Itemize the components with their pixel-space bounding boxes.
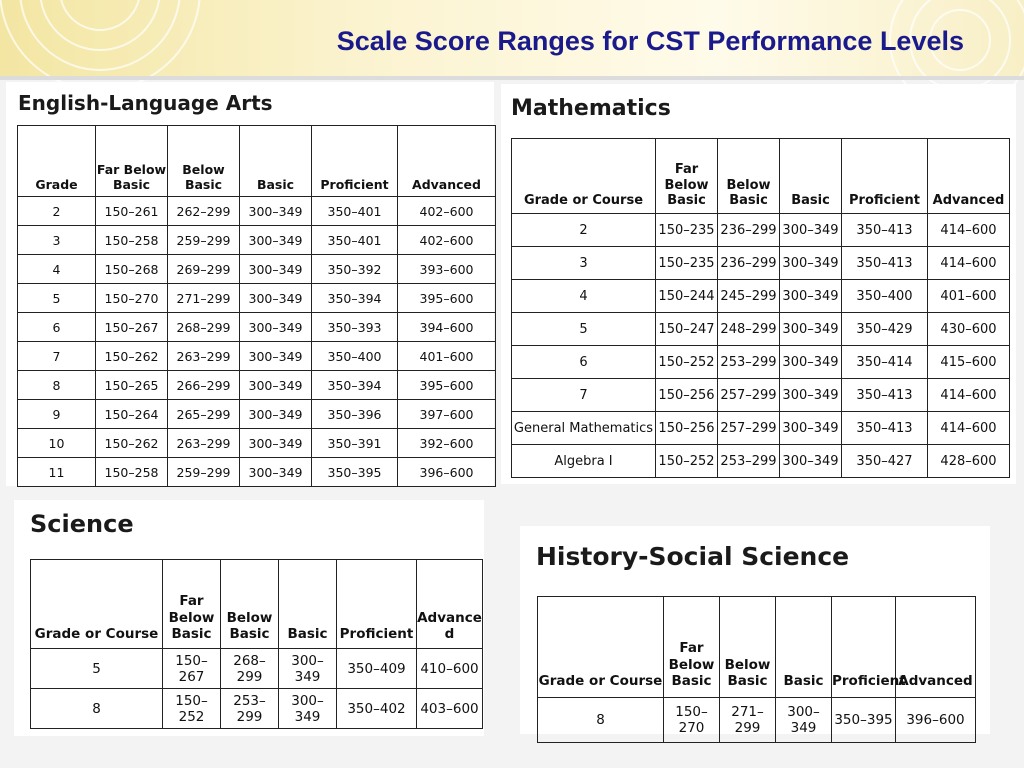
table-cell: 150–244	[656, 280, 718, 313]
table-cell: 150–235	[656, 247, 718, 280]
table-cell: 394–600	[398, 313, 496, 342]
table-row	[512, 214, 1010, 247]
table-row	[18, 400, 496, 429]
table-cell: 150–235	[656, 214, 718, 247]
table-cell: 150–258	[96, 458, 168, 487]
table-cell: 150–268	[96, 255, 168, 284]
table-cell: 150–258	[96, 226, 168, 255]
column-header: Below Basic	[720, 597, 776, 698]
table-cell: 7	[18, 342, 96, 371]
science-table	[30, 559, 483, 729]
table-cell: 253–299	[718, 445, 780, 478]
table-cell: 9	[18, 400, 96, 429]
table-cell: 266–299	[168, 371, 240, 400]
ela-title: English-Language Arts	[18, 91, 273, 115]
table-row	[538, 698, 976, 743]
science-panel	[14, 500, 484, 736]
table-cell: 271–299	[720, 698, 776, 743]
table-row	[512, 313, 1010, 346]
column-header: Basic	[780, 139, 842, 214]
column-header: Below Basic	[168, 126, 240, 197]
table-cell: Algebra I	[512, 445, 656, 478]
table-cell: 300–349	[279, 649, 337, 689]
table-row	[18, 313, 496, 342]
table-cell: 257–299	[718, 379, 780, 412]
table-cell: 245–299	[718, 280, 780, 313]
table-cell: 300–349	[279, 689, 337, 729]
header-row	[31, 560, 483, 649]
table-cell: 300–349	[776, 698, 832, 743]
column-header: Grade or Course	[512, 139, 656, 214]
table-row	[512, 412, 1010, 445]
table-cell: General Mathematics	[512, 412, 656, 445]
table-cell: 415–600	[928, 346, 1010, 379]
table-row	[512, 247, 1010, 280]
table-cell: 263–299	[168, 429, 240, 458]
table-row	[18, 226, 496, 255]
table-cell: 150–247	[656, 313, 718, 346]
column-header: Advanced	[896, 597, 976, 698]
table-cell: 150–256	[656, 412, 718, 445]
table-cell: 300–349	[780, 247, 842, 280]
ela-panel	[6, 82, 494, 486]
table-cell: 350–429	[842, 313, 928, 346]
table-cell: 350–401	[312, 226, 398, 255]
column-header: Far Below Basic	[664, 597, 720, 698]
column-header: Proficient	[842, 139, 928, 214]
column-header: Far Below Basic	[96, 126, 168, 197]
column-header: Basic	[776, 597, 832, 698]
table-cell: 402–600	[398, 197, 496, 226]
table-cell: 300–349	[780, 412, 842, 445]
table-cell: 402–600	[398, 226, 496, 255]
table-cell: 403–600	[417, 689, 483, 729]
table-cell: 253–299	[221, 689, 279, 729]
header-divider	[0, 76, 1024, 80]
table-cell: 396–600	[398, 458, 496, 487]
table-cell: 262–299	[168, 197, 240, 226]
table-cell: 350–400	[312, 342, 398, 371]
ela-table	[17, 125, 496, 487]
table-cell: 10	[18, 429, 96, 458]
table-cell: 300–349	[780, 280, 842, 313]
table-cell: 300–349	[240, 313, 312, 342]
table-row	[18, 371, 496, 400]
table-row	[512, 346, 1010, 379]
table-cell: 8	[18, 371, 96, 400]
table-cell: 350–396	[312, 400, 398, 429]
table-cell: 350–395	[312, 458, 398, 487]
slide-header	[0, 0, 1024, 76]
table-cell: 350–413	[842, 214, 928, 247]
table-cell: 350–427	[842, 445, 928, 478]
table-cell: 430–600	[928, 313, 1010, 346]
history-panel	[520, 526, 990, 734]
table-cell: 2	[18, 197, 96, 226]
table-cell: 300–349	[240, 226, 312, 255]
table-cell: 300–349	[240, 371, 312, 400]
table-cell: 265–299	[168, 400, 240, 429]
table-cell: 300–349	[240, 429, 312, 458]
table-row	[18, 458, 496, 487]
column-header: Far Below Basic	[163, 560, 221, 649]
table-cell: 414–600	[928, 412, 1010, 445]
table-cell: 350–395	[832, 698, 896, 743]
column-header: Grade or Course	[31, 560, 163, 649]
column-header: Advanced	[398, 126, 496, 197]
table-cell: 5	[31, 649, 163, 689]
table-cell: 8	[31, 689, 163, 729]
column-header: Basic	[279, 560, 337, 649]
table-row	[31, 649, 483, 689]
table-cell: 350–400	[842, 280, 928, 313]
header-row	[512, 139, 1010, 214]
table-cell: 300–349	[240, 400, 312, 429]
table-cell: 150–264	[96, 400, 168, 429]
math-title: Mathematics	[511, 96, 671, 121]
table-cell: 410–600	[417, 649, 483, 689]
table-row	[18, 255, 496, 284]
column-header: Below Basic	[718, 139, 780, 214]
column-header: Proficient	[832, 597, 896, 698]
table-cell: 3	[18, 226, 96, 255]
table-cell: 414–600	[928, 214, 1010, 247]
table-cell: 259–299	[168, 226, 240, 255]
table-cell: 259–299	[168, 458, 240, 487]
slide-title: Scale Score Ranges for CST Performance Levels	[336, 26, 964, 56]
table-cell: 150–262	[96, 429, 168, 458]
table-cell: 401–600	[928, 280, 1010, 313]
science-title: Science	[30, 510, 134, 538]
table-cell: 263–299	[168, 342, 240, 371]
table-cell: 271–299	[168, 284, 240, 313]
table-cell: 4	[18, 255, 96, 284]
header-row	[18, 126, 496, 197]
table-cell: 5	[18, 284, 96, 313]
table-cell: 150–265	[96, 371, 168, 400]
table-cell: 395–600	[398, 284, 496, 313]
table-cell: 2	[512, 214, 656, 247]
table-cell: 300–349	[240, 458, 312, 487]
table-cell: 6	[18, 313, 96, 342]
table-cell: 150–252	[656, 445, 718, 478]
table-cell: 300–349	[780, 379, 842, 412]
table-row	[18, 284, 496, 313]
table-cell: 414–600	[928, 379, 1010, 412]
table-cell: 3	[512, 247, 656, 280]
table-cell: 150–270	[664, 698, 720, 743]
table-cell: 350–413	[842, 379, 928, 412]
table-cell: 5	[512, 313, 656, 346]
table-cell: 350–414	[842, 346, 928, 379]
table-cell: 6	[512, 346, 656, 379]
table-cell: 300–349	[780, 445, 842, 478]
table-row	[512, 445, 1010, 478]
header-row	[538, 597, 976, 698]
table-cell: 300–349	[780, 313, 842, 346]
table-cell: 7	[512, 379, 656, 412]
table-cell: 268–299	[221, 649, 279, 689]
column-header: Grade or Course	[538, 597, 664, 698]
table-cell: 150–252	[656, 346, 718, 379]
table-cell: 300–349	[240, 284, 312, 313]
table-cell: 350–392	[312, 255, 398, 284]
table-cell: 350–391	[312, 429, 398, 458]
table-cell: 150–270	[96, 284, 168, 313]
table-row	[512, 280, 1010, 313]
table-cell: 268–299	[168, 313, 240, 342]
column-header: Advanced	[928, 139, 1010, 214]
table-cell: 150–261	[96, 197, 168, 226]
column-header: Advance d	[417, 560, 483, 649]
table-cell: 350–394	[312, 371, 398, 400]
table-cell: 350–413	[842, 412, 928, 445]
table-cell: 395–600	[398, 371, 496, 400]
table-cell: 428–600	[928, 445, 1010, 478]
table-cell: 236–299	[718, 214, 780, 247]
table-cell: 397–600	[398, 400, 496, 429]
table-cell: 396–600	[896, 698, 976, 743]
table-cell: 350–401	[312, 197, 398, 226]
table-cell: 4	[512, 280, 656, 313]
table-cell: 350–394	[312, 284, 398, 313]
column-header: Far Below Basic	[656, 139, 718, 214]
history-title: History-Social Science	[536, 542, 850, 571]
table-cell: 248–299	[718, 313, 780, 346]
table-cell: 150–267	[96, 313, 168, 342]
table-row	[18, 342, 496, 371]
column-header: Proficient	[312, 126, 398, 197]
table-cell: 300–349	[240, 197, 312, 226]
column-header: Basic	[240, 126, 312, 197]
history-table	[537, 596, 976, 743]
math-panel	[501, 84, 1016, 484]
table-cell: 350–409	[337, 649, 417, 689]
table-cell: 300–349	[240, 342, 312, 371]
table-cell: 269–299	[168, 255, 240, 284]
table-cell: 300–349	[780, 346, 842, 379]
table-cell: 150–262	[96, 342, 168, 371]
column-header: Below Basic	[221, 560, 279, 649]
table-cell: 392–600	[398, 429, 496, 458]
table-cell: 236–299	[718, 247, 780, 280]
math-table	[511, 138, 1010, 478]
table-cell: 300–349	[240, 255, 312, 284]
column-header: Grade	[18, 126, 96, 197]
table-cell: 350–402	[337, 689, 417, 729]
table-cell: 350–393	[312, 313, 398, 342]
table-cell: 300–349	[780, 214, 842, 247]
table-cell: 393–600	[398, 255, 496, 284]
table-cell: 11	[18, 458, 96, 487]
table-cell: 257–299	[718, 412, 780, 445]
column-header: Proficient	[337, 560, 417, 649]
table-row	[18, 197, 496, 226]
table-cell: 253–299	[718, 346, 780, 379]
table-cell: 150–267	[163, 649, 221, 689]
table-row	[18, 429, 496, 458]
table-cell: 350–413	[842, 247, 928, 280]
table-cell: 401–600	[398, 342, 496, 371]
table-row	[31, 689, 483, 729]
table-cell: 150–252	[163, 689, 221, 729]
table-cell: 8	[538, 698, 664, 743]
table-cell: 150–256	[656, 379, 718, 412]
table-row	[512, 379, 1010, 412]
table-cell: 414–600	[928, 247, 1010, 280]
